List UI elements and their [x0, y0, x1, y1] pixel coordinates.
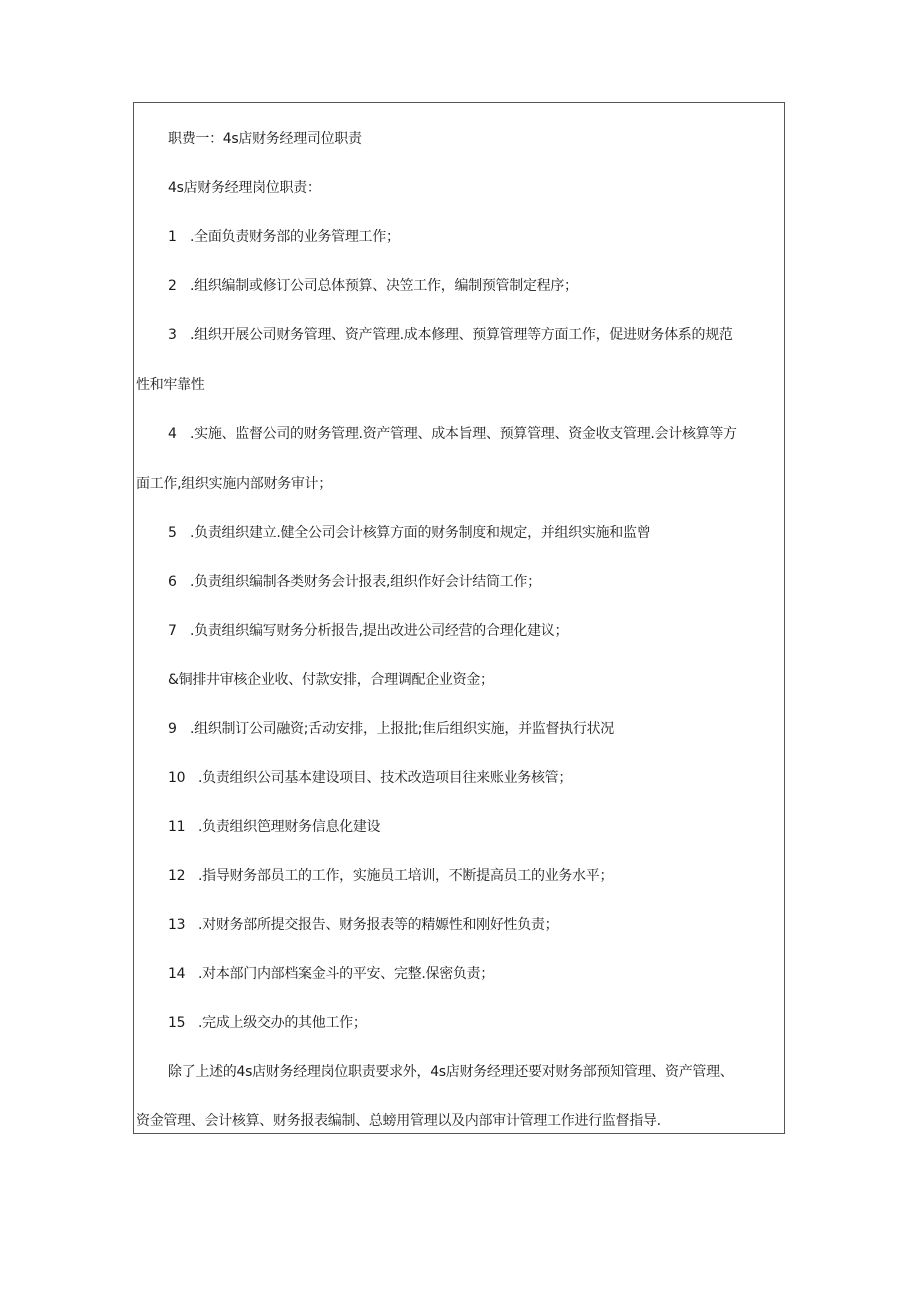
item-text: .负责组织建立.健全公司会计核算方面的财务制度和规定，并组织实施和监曾: [190, 525, 651, 541]
item-text: .负责组织公司基本建设项目、技术改造项目往来账业务核管；: [198, 770, 573, 786]
closing-continuation: 资金管理、会计核算、财务报表编制、总螃用管理以及内部审计管理工作进行监督指导.: [136, 1113, 661, 1129]
item-number: 3: [168, 327, 177, 343]
item-number: 10: [168, 770, 186, 786]
item-text: .对本部门内部档案金斗的平安、完整.保密负责；: [198, 966, 494, 982]
item-text: .实施、监督公司的财务管理.资产管理、成本旨理、预算管理、资金收支管理.会计核算等方: [190, 426, 737, 442]
item-number: 1: [168, 229, 177, 245]
item-text: .全面负责财务部的业务管理工作；: [190, 229, 400, 245]
item-text: .组织编制或修订公司总体预算、决笠工作，编制预管制定程序；: [190, 278, 578, 294]
item-text: .完成上级交办的其他工作；: [198, 1015, 367, 1031]
list-item: [134, 424, 820, 444]
item-text: .组织制订公司融资;舌动安排，上报批;隹后组织实施，并监督执行状况: [190, 721, 614, 737]
list-item: [134, 325, 820, 345]
list-item: [134, 227, 820, 247]
item-number: 15: [168, 1015, 186, 1031]
item-number: 14: [168, 966, 186, 982]
list-item: [134, 817, 820, 837]
item-number: 5: [168, 525, 177, 541]
item-number: 7: [168, 623, 177, 639]
item-text: .负责组织编制各类财务会计报表,组织作好会计结筒工作；: [190, 574, 541, 590]
list-item: [134, 964, 820, 984]
list-item: [134, 915, 820, 935]
item-continuation: 性和牢靠性: [136, 377, 205, 393]
item-number: 2: [168, 278, 177, 294]
item-number: 4: [168, 426, 177, 442]
item-text: .负责组织笆理财务信息化建设: [198, 819, 381, 835]
document-title: 职费一：4s店财务经理司位职责: [168, 131, 362, 147]
item-text: .指导财务部员工的工作，实施员工培训，不断提高员工的业务水平；: [198, 868, 614, 884]
list-item: [134, 670, 820, 690]
list-item: [134, 768, 820, 788]
list-item: [134, 1013, 820, 1033]
list-item: [134, 621, 820, 641]
closing-paragraph: 除了上述的4s店财务经理岗位职责要求外，4s店财务经理还要对财务部预知管理、资产管理、: [168, 1064, 734, 1080]
item-continuation: 面工作,组织实施内部财务审计；: [136, 476, 332, 492]
item-number: 13: [168, 917, 186, 933]
list-item: [134, 719, 820, 739]
item-text: .对财务部所提交报告、财务报表等的精嫄性和刚好性负责；: [198, 917, 559, 933]
item-number: 12: [168, 868, 186, 884]
list-item: [134, 866, 820, 886]
list-item: [134, 572, 820, 592]
item-number: 11: [168, 819, 186, 835]
item-text: .负责组织编写财务分析报告,提出改进公司经营的合理化建议；: [190, 623, 569, 639]
list-item: [134, 523, 820, 543]
item-text: &铜排井审核企业收、付款安排，合理调配企业资金；: [168, 672, 494, 688]
item-number: 9: [168, 721, 177, 737]
item-text: .组织开展公司财务管理、资产管理.成本修理、预算管理等方面工作，促进财务体系的规范: [190, 327, 733, 343]
document-frame: [133, 102, 785, 1134]
list-item: [134, 276, 820, 296]
item-number: 6: [168, 574, 177, 590]
document-subtitle: 4s店财务经理岗位职责：: [168, 180, 321, 196]
